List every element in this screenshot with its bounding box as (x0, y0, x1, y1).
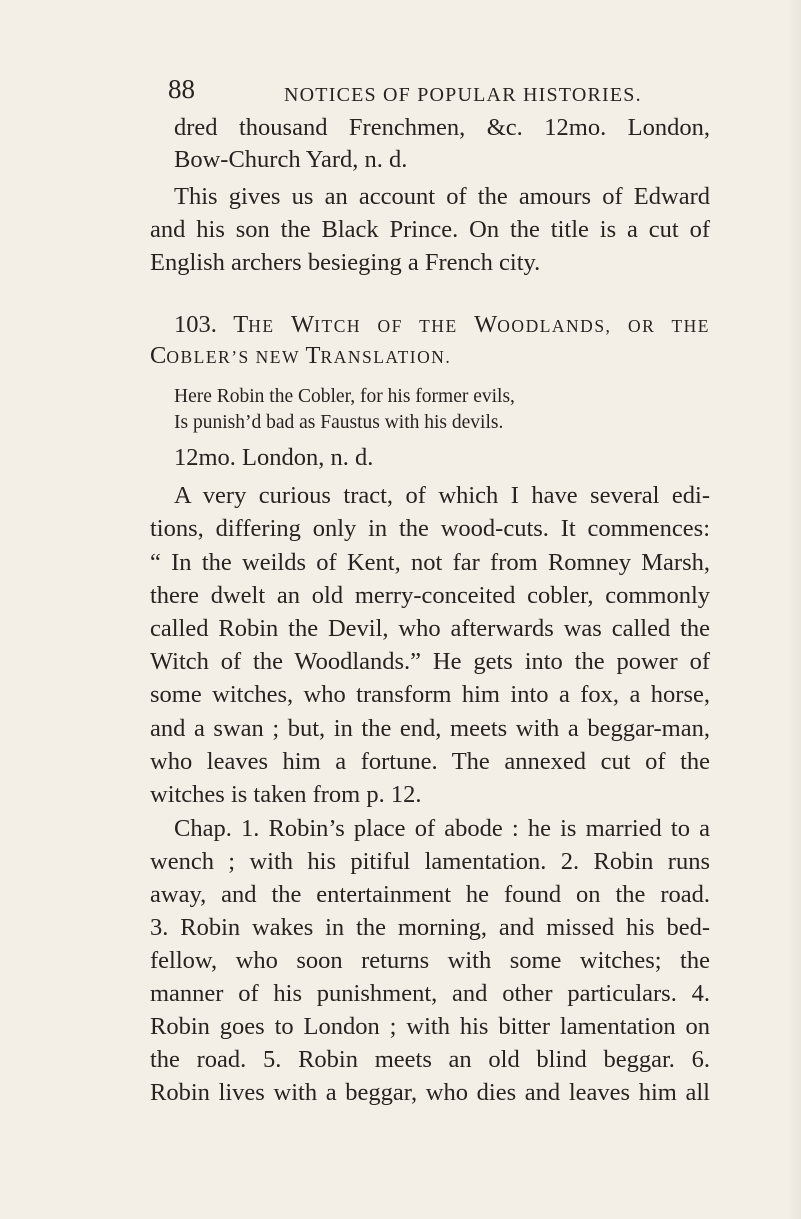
verse-line: Here Robin the Cobler, for his former evils, (174, 386, 515, 407)
text-line: English archers besieging a French city. (150, 249, 541, 276)
entry-number: 103. (174, 311, 217, 338)
text-line: fellow, who soon returns with some witches; the (150, 947, 710, 974)
page-number: 88 (168, 74, 195, 104)
text-line: away, and the entertainment he found on the road. (150, 881, 710, 908)
text-line: witches is taken from p. 12. (150, 781, 422, 808)
imprint-line: 12mo. London, n. d. (174, 444, 374, 471)
text-line: who leaves him a fortune. The annexed cut of the (150, 748, 710, 775)
text-line: and a swan ; but, in the end, meets with a beggar-man, (150, 715, 710, 742)
text-line: Chap. 1. Robin’s place of abode : he is married to a (174, 815, 710, 842)
text-line: Witch of the Woodlands.” He gets into the power of (150, 648, 710, 675)
page-header (0, 74, 801, 114)
text-line: Robin lives with a beggar, who dies and leaves him all (150, 1079, 710, 1106)
text-line: Robin goes to London ; with his bitter lamentation on (150, 1013, 710, 1040)
page-edge-shadow (787, 0, 801, 1219)
text-line: the road. 5. Robin meets an old blind beggar. 6. (150, 1046, 710, 1073)
text-line: A very curious tract, of which I have several edi- (174, 482, 710, 509)
verse-line: Is punish’d bad as Faustus with his devils. (174, 412, 504, 433)
text-line: called Robin the Devil, who afterwards was called the (150, 615, 710, 642)
entry-title-line-2: COBLER’S NEW TRANSLATION. (150, 342, 452, 369)
running-head: NOTICES OF POPULAR HISTORIES. (284, 84, 642, 106)
text-line: wench ; with his pitiful lamentation. 2. Robin runs (150, 848, 710, 875)
text-line: Bow-Church Yard, n. d. (174, 146, 408, 173)
text-line: dred thousand Frenchmen, &c. 12mo. London, (174, 114, 710, 141)
text-line: tions, differing only in the wood-cuts. It commences: (150, 515, 710, 542)
text-line: manner of his punishment, and other particulars. 4. (150, 980, 710, 1007)
text-line: some witches, who transform him into a fox, a horse, (150, 681, 710, 708)
text-line: 3. Robin wakes in the morning, and missed his bed- (150, 914, 710, 941)
text-line: “ In the weilds of Kent, not far from Romney Marsh, (150, 549, 710, 576)
entry-title-line-1: 103. THE WITCH OF THE WOODLANDS, OR THE (174, 311, 710, 338)
text-line: there dwelt an old merry-conceited cobler, commonly (150, 582, 710, 609)
text-line: and his son the Black Prince. On the title is a cut of (150, 216, 710, 243)
text-line: This gives us an account of the amours of Edward (174, 183, 710, 210)
